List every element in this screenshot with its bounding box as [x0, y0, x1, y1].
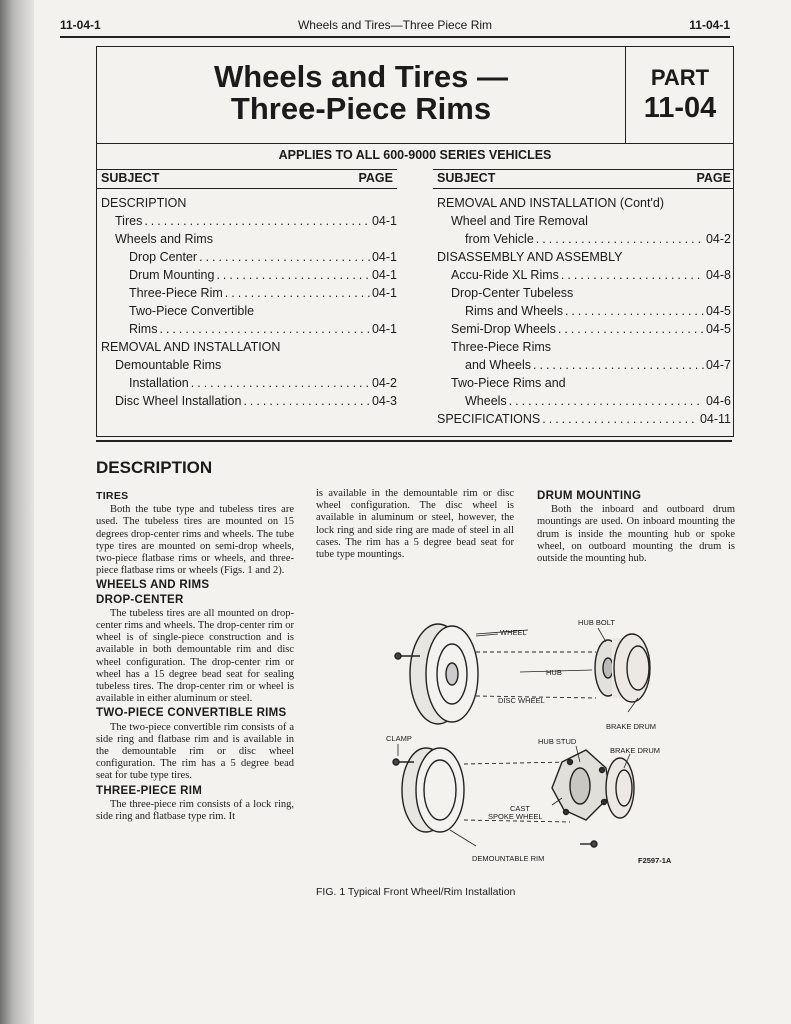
toc-leader-dots — [142, 212, 370, 230]
toc-entry-title: DISASSEMBLY AND ASSEMBLY — [437, 250, 623, 264]
toc-leader-dots — [531, 356, 704, 374]
toc-entry — [101, 320, 397, 338]
toc-leader-dots — [223, 284, 370, 302]
toc-entry-page: 04-6 — [705, 394, 731, 408]
toc-entry-title: REMOVAL AND INSTALLATION (Cont'd) — [437, 196, 664, 210]
toc-column-left — [101, 194, 397, 410]
toc-entry-page: 04-11 — [699, 412, 731, 426]
header-page-left: 11-04-1 — [60, 18, 101, 32]
toc-entry-title: SPECIFICATIONS — [437, 412, 541, 426]
label-hub: HUB — [546, 668, 562, 677]
figure-caption: FIG. 1 Typical Front Wheel/Rim Installation — [316, 886, 516, 898]
toc-entry-page: 04-1 — [371, 250, 397, 264]
toc-entry-title: Rims — [129, 322, 158, 336]
toc-entry — [437, 320, 731, 338]
toc-entry — [101, 284, 397, 302]
wheels-rims-heading: WHEELS AND RIMS — [96, 579, 210, 592]
drum-mounting-paragraph: Both the inboard and outboard drum mountings are used. On inboard mounting the drum is inside the mounting hub or spoke wheel, on outboard mounting the drum is outside the mounting hub. — [537, 504, 735, 565]
toc-entry-title: Tires — [115, 214, 143, 228]
disc-wheel-center — [446, 663, 458, 685]
toc-entry-title: Installation — [129, 376, 189, 390]
toc-entry — [437, 284, 731, 302]
toc-leader-dots — [540, 410, 698, 428]
section-title: DESCRIPTION — [96, 458, 213, 477]
label-spoke-wheel: SPOKE WHEEL — [488, 812, 543, 821]
toc-entry-title: Wheels and Rims — [115, 232, 213, 246]
toc-entry-page: 04-8 — [705, 268, 731, 282]
toc-entry — [437, 374, 731, 392]
applies-to-banner: APPLIES TO ALL 600-9000 SERIES VEHICLES — [278, 148, 552, 162]
text-column-1 — [96, 488, 294, 823]
toc-entry — [101, 248, 397, 266]
toc-entry — [437, 266, 731, 284]
two-piece-heading: TWO-PIECE CONVERTIBLE RIMS — [96, 707, 287, 720]
toc-leader-dots — [563, 302, 704, 320]
toc-entry — [437, 302, 731, 320]
toc-entry — [437, 338, 731, 356]
label-brake-drum-lower: BRAKE DRUM — [610, 746, 661, 755]
toc-entry-title: Rims and Wheels — [465, 304, 563, 318]
toc-entry-title: Drop-Center Tubeless — [451, 286, 574, 300]
toc-entry-title: and Wheels — [465, 358, 532, 372]
toc-leader-dots — [556, 320, 704, 338]
toc-entry-page: 04-2 — [371, 376, 397, 390]
toc-entry — [437, 410, 731, 428]
label-cast: CAST — [510, 804, 531, 813]
page-header: PAGE — [358, 171, 393, 185]
toc-entry-page: 04-3 — [371, 394, 397, 408]
toc-entry — [101, 374, 397, 392]
toc-entry-page: 04-2 — [705, 232, 731, 246]
toc-entry — [101, 266, 397, 284]
toc-entry — [101, 230, 397, 248]
toc-entry-page: 04-1 — [371, 286, 397, 300]
book-spine-shadow — [0, 0, 34, 1024]
three-piece-heading: THREE-PIECE RIM — [96, 784, 203, 797]
part-box — [625, 47, 734, 143]
toc-entry-page: 04-7 — [705, 358, 731, 372]
tires-heading: TIRES — [96, 490, 129, 502]
toc-entry — [101, 302, 397, 320]
brake-drum-upper — [614, 634, 650, 702]
toc-entry-title: DESCRIPTION — [101, 196, 187, 210]
toc-entry-page: 04-1 — [371, 268, 397, 282]
toc-entry-title: Wheel and Tire Removal — [451, 214, 588, 228]
toc-entry-title: Disc Wheel Installation — [115, 394, 242, 408]
toc-entry — [101, 392, 397, 410]
toc-entry-title: Two-Piece Convertible — [129, 304, 255, 318]
page-title — [97, 61, 625, 125]
toc-leader-dots — [197, 248, 370, 266]
subject-header: SUBJECT — [437, 171, 496, 185]
toc-leader-dots — [157, 320, 370, 338]
wheel-installation-figure — [380, 612, 710, 874]
toc-entry-title: Drum Mounting — [129, 268, 215, 282]
three-piece-paragraph: The three-piece rim consists of a lock ring, side ring and flatbase type rim. It — [96, 798, 294, 823]
toc-entry-page: 04-1 — [371, 322, 397, 336]
toc-leader-dots — [534, 230, 704, 248]
two-piece-paragraph: The two-piece convertible rim consists of a side ring and flatbase rim and is available in the demountable rim or disc wheel configuration. The rim has a 5 degree bead seat for tube type tires. — [96, 721, 294, 782]
toc-entry-title: Three-Piece Rims — [451, 340, 552, 354]
label-clamp: CLAMP — [386, 734, 412, 743]
toc-entry-title: from Vehicle — [465, 232, 534, 246]
toc-entry-page: 04-1 — [371, 214, 397, 228]
toc-leader-dots — [214, 266, 370, 284]
toc-entry — [101, 356, 397, 374]
three-piece-continued: is available in the demountable rim or disc wheel configuration. The disc wheel is available in aluminum or steel, however, the lock ring and side ring are made of steel in all cases. The rim has a 5 degree bead seat for tube type mountings. — [316, 488, 514, 561]
toc-entry-title: Two-Piece Rims and — [451, 376, 566, 390]
part-label: PART — [650, 65, 710, 90]
table-of-contents — [96, 142, 734, 437]
toc-entry-title: Demountable Rims — [115, 358, 222, 372]
toc-entry — [437, 194, 731, 212]
figure-code: F2597-1A — [638, 856, 672, 865]
toc-entry-title: Drop Center — [129, 250, 198, 264]
title-box — [96, 46, 734, 144]
header-page-right: 11-04-1 — [689, 18, 730, 32]
label-hub-bolt: HUB BOLT — [578, 618, 615, 627]
toc-entry — [101, 338, 397, 356]
toc-entry — [437, 392, 731, 410]
toc-header-left — [97, 169, 397, 189]
page-header: PAGE — [696, 171, 731, 185]
label-hub-stud: HUB STUD — [538, 737, 577, 746]
toc-leader-dots — [559, 266, 704, 284]
label-wheel: WHEEL — [500, 628, 527, 637]
toc-header-right — [433, 169, 733, 189]
header-title: Wheels and Tires—Three Piece Rim — [297, 18, 493, 32]
toc-entry — [101, 194, 397, 212]
drum-mounting-heading: DRUM MOUNTING — [537, 490, 642, 502]
label-disc-wheel: DISC WHEEL — [498, 696, 545, 705]
part-number: 11-04 — [643, 92, 717, 124]
toc-entry — [437, 248, 731, 266]
toc-entry-page: 04-5 — [705, 304, 731, 318]
toc-entry-title: Three-Piece Rim — [129, 286, 223, 300]
toc-entry — [101, 212, 397, 230]
brake-drum-lower — [606, 758, 634, 818]
toc-entry-title: Wheels — [465, 394, 507, 408]
toc-leader-dots — [507, 392, 704, 410]
text-column-2 — [316, 488, 514, 561]
subject-header: SUBJECT — [101, 171, 160, 185]
section-divider — [96, 440, 732, 442]
toc-column-right — [437, 194, 731, 428]
title-line-1: Wheels and Tires — — [213, 59, 508, 94]
drop-center-heading: DROP-CENTER — [96, 593, 184, 606]
toc-entry-title: Semi-Drop Wheels — [451, 322, 556, 336]
drop-center-paragraph: The tubeless tires are all mounted on drop-center rims and wheels. The drop-center rim or wheel is of single-piece construction and is available in both demountable rim and disc wheel configuration. The drop-center rim or wheel has a 15 degree bead seat for sealing tubeless tires. The drop-center rim or wheel is available in either aluminum or steel. — [96, 607, 294, 705]
text-column-3 — [537, 488, 735, 565]
toc-entry — [437, 212, 731, 230]
tires-paragraph: Both the tube type and tubeless tires are used. The tubeless tires are mounted on 15 degrees drop-center rims and wheels. The tube type tires are mounted on semi-drop wheels, two-piece flatbase rims or wheels, and three-piece flatbase rims or wheels (Figs. 1 and 2). — [96, 504, 294, 577]
toc-entry-page: 04-5 — [705, 322, 731, 336]
label-demountable-rim: DEMOUNTABLE RIM — [472, 854, 545, 863]
toc-entry — [437, 230, 731, 248]
toc-entry-title: Accu-Ride XL Rims — [451, 268, 559, 282]
toc-leader-dots — [241, 392, 370, 410]
title-line-2: Three-Piece Rims — [230, 91, 492, 126]
toc-entry-title: REMOVAL AND INSTALLATION — [101, 340, 281, 354]
toc-entry — [437, 356, 731, 374]
running-header — [60, 14, 730, 38]
toc-leader-dots — [189, 374, 370, 392]
label-brake-drum-upper: BRAKE DRUM — [606, 722, 657, 731]
